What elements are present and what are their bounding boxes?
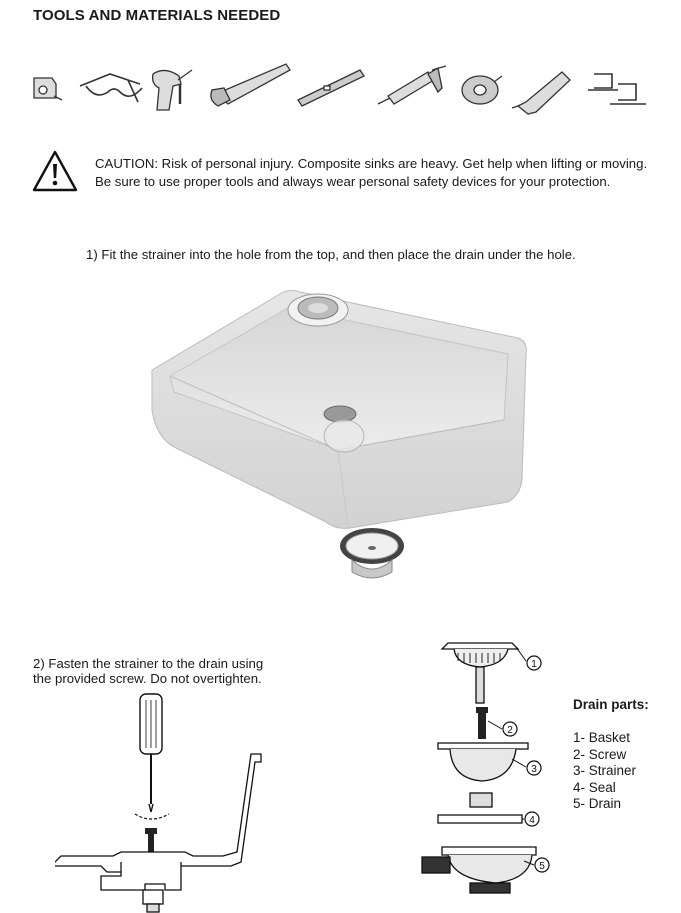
list-item: 5- Drain [573,796,622,811]
step-2-text [33,657,293,686]
callout-2 [503,722,517,736]
sealant-tape-icon [462,76,502,104]
caution-text [95,155,665,190]
safety-glasses-icon [80,74,142,102]
callout-5-label: 5 [539,861,545,872]
handsaw-icon [211,64,290,106]
drain-part [422,847,536,893]
step-1-text: 1) Fit the strainer into the hole from the top, and then place the drain under the hole. [86,247,576,262]
clamps-icon [588,74,646,104]
step-2-line-1: 2) Fasten the strainer to the drain using [33,656,264,671]
caution-line-2: Be sure to use proper tools and always wear personal safety devices for your protection. [95,173,611,189]
caution-icon [32,150,78,192]
step-2-line-2: the provided screw. Do not overtighten. [33,670,262,686]
rotation-arrow-icon [135,814,169,819]
list-item: 4- Seal [573,779,616,795]
list-item: 1- Basket [573,730,631,745]
silicone-tube-icon [512,72,570,114]
list-item: 3- Strainer [573,763,637,778]
screwdriver-icon [140,694,162,812]
strainer-top [288,294,348,326]
sink-section [55,754,261,912]
sink-illustration [140,280,540,590]
seal-part [470,793,492,807]
callout-3-label: 3 [531,764,537,775]
level-icon [298,70,364,106]
strainer-part [438,743,528,781]
callout-1 [527,656,541,670]
callout-4 [525,812,539,826]
basket-part [442,643,518,703]
tape-measure-icon [34,78,62,100]
drain-parts-title: Drain parts: [573,697,649,712]
drain-parts-list [573,730,636,813]
fastening-illustration [55,690,265,913]
caulk-gun-icon [378,66,446,104]
callout-3 [527,761,541,775]
list-item: 2- Screw [573,746,627,762]
callout-2-label: 2 [507,725,513,736]
callout-5 [535,858,549,872]
drill-icon [153,70,192,110]
drain-below [340,528,404,578]
page-heading: TOOLS AND MATERIALS NEEDED [33,7,281,24]
tools-row [28,60,658,120]
caution-line-1: CAUTION: Risk of personal injury. Composite sinks are heavy. Get help when lifting or moving. [95,156,648,171]
callout-4-label: 4 [529,815,535,826]
flat-seal-part [438,815,522,823]
callout-1-label: 1 [531,659,537,670]
exploded-parts-diagram [408,635,568,897]
screw-part [476,707,488,739]
